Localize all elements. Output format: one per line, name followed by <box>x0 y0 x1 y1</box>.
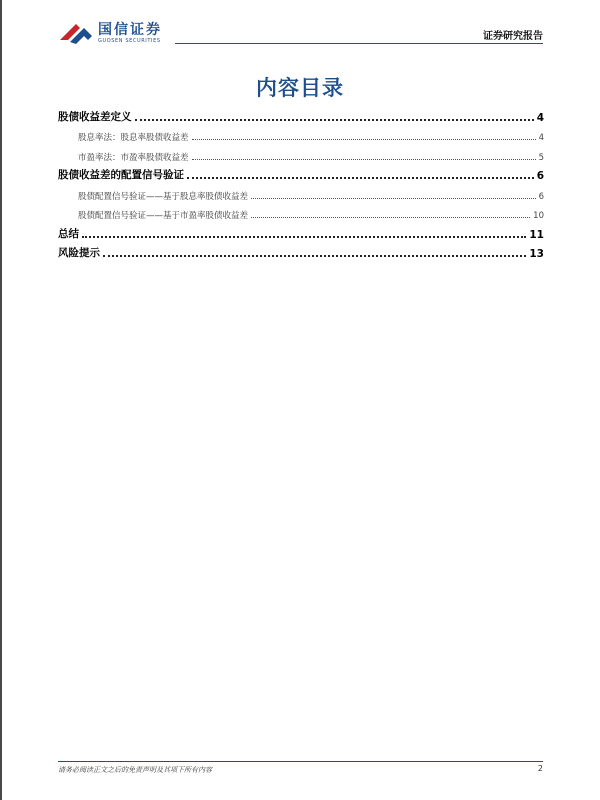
toc-entry-label: 总结 <box>58 227 79 240</box>
toc-entry-page: 5 <box>538 152 544 163</box>
toc-entry-page: 4 <box>536 111 544 124</box>
logo-english-name: GUOSEN SECURITIES <box>98 38 161 44</box>
toc-entry-page: 11 <box>529 228 544 241</box>
report-type-label: 证券研究报告 <box>483 31 543 42</box>
toc-title: 内容目录 <box>256 76 344 100</box>
toc-entry-subsection[interactable] <box>58 202 544 222</box>
toc-entry-page: 10 <box>533 211 544 221</box>
toc-entry-page: 6 <box>536 170 544 182</box>
left-margin-rule <box>0 0 2 800</box>
toc-entry-subsection[interactable] <box>58 182 544 202</box>
footer-divider <box>58 761 543 762</box>
toc-entry-page: 6 <box>538 191 544 202</box>
guosen-logo-icon <box>58 18 94 46</box>
table-of-contents <box>58 104 544 260</box>
toc-dot-leader <box>135 118 534 121</box>
footer-disclaimer: 请务必阅读正文之后的免责声明及其项下所有内容 <box>58 766 212 774</box>
toc-entry-section[interactable] <box>58 241 544 261</box>
toc-entry-page: 4 <box>538 133 544 143</box>
toc-entry-section[interactable] <box>58 221 544 241</box>
page-number: 2 <box>537 764 543 773</box>
toc-dot-leader <box>187 176 534 179</box>
toc-entry-label: 股债收益差定义 <box>58 110 132 123</box>
toc-dot-leader <box>251 197 536 199</box>
logo-chinese-name: 国信证券 <box>98 22 162 38</box>
toc-entry-label: 股债收益差的配置信号验证 <box>58 169 184 181</box>
toc-dot-leader <box>192 158 536 160</box>
toc-entry-label: 风险提示 <box>58 247 100 259</box>
header-divider <box>175 43 543 44</box>
toc-dot-leader <box>82 235 526 238</box>
toc-entry-label: 股债配置信号验证——基于市盈率股债收益差 <box>78 211 249 221</box>
toc-entry-label: 市盈率法：市盈率股债收益差 <box>78 152 189 163</box>
toc-entry-page: 13 <box>529 248 544 260</box>
page-header <box>0 0 600 50</box>
toc-dot-leader <box>192 138 536 140</box>
toc-entry-subsection[interactable] <box>58 124 544 144</box>
toc-entry-section[interactable] <box>58 163 544 183</box>
toc-dot-leader <box>103 254 526 257</box>
toc-entry-label: 股息率法：股息率股债收益差 <box>78 133 189 143</box>
toc-dot-leader <box>251 216 530 218</box>
toc-entry-subsection[interactable] <box>58 143 544 163</box>
toc-entry-label: 股债配置信号验证——基于股息率股债收益差 <box>78 191 249 202</box>
toc-entry-section[interactable] <box>58 104 544 124</box>
company-logo <box>58 18 178 48</box>
